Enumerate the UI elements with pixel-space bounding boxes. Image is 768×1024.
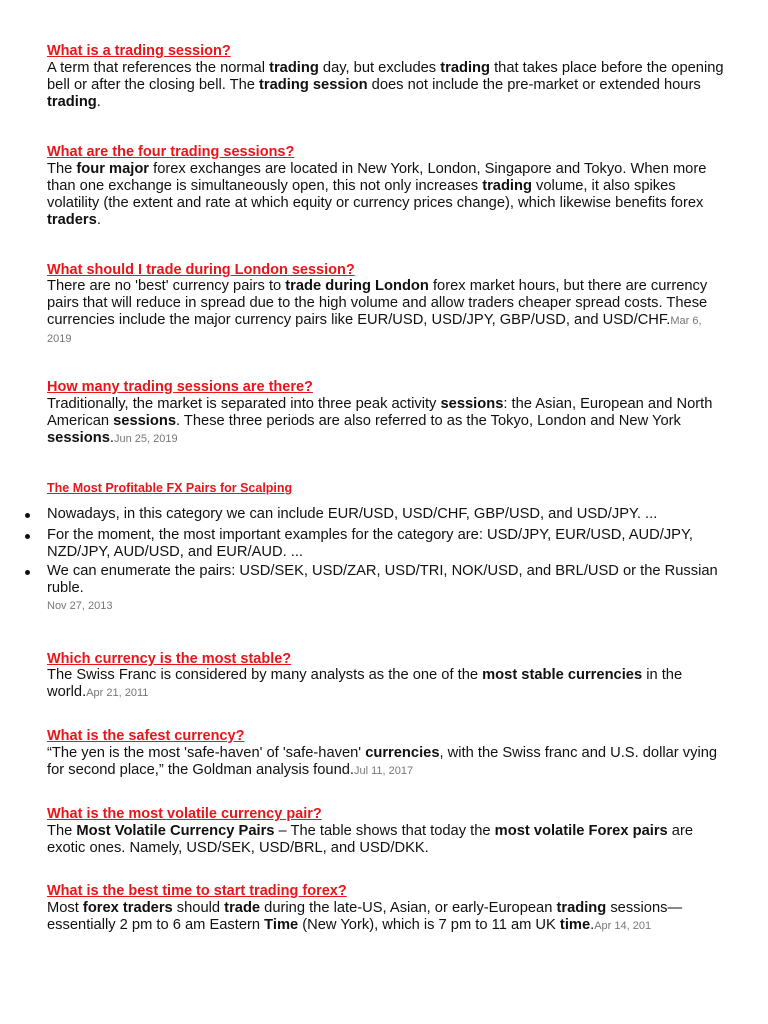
bullet-dot <box>25 570 30 575</box>
answer-run: A term that references the normal <box>47 60 270 76</box>
answer-keyword: sessions <box>47 430 110 446</box>
answer-keyword: most volatile Forex pairs <box>494 823 668 839</box>
bullet-dot <box>25 534 30 539</box>
question-heading[interactable]: What is the best time to start trading forex? <box>47 883 347 899</box>
answer-keyword: trade <box>224 900 261 916</box>
answer-run: forex market hours, but there are currency pairs that will reduce in spread due to the high volume and allow traders cheaper spread costs. These currencies include the major currency pairs like EUR/USD, USD/JPY, GBP/USD, and USD/CHF. <box>47 278 708 328</box>
bullet-item: For the moment, the most important examples for the category are: USD/JPY, EUR/USD, AUD/JPY, NZD/JPY, AUD/USD, and EUR/AUD. ... <box>47 527 693 560</box>
answer-run: Traditionally, the market is separated into three peak activity <box>47 396 441 412</box>
answer-text <box>47 823 727 857</box>
answer-run: . <box>109 430 114 446</box>
answer-keyword: Time <box>264 917 299 933</box>
answer-run: – The table shows that today the <box>274 823 495 839</box>
bullet-item: We can enumerate the pairs: USD/SEK, USD/ZAR, USD/TRI, NOK/USD, and BRL/USD or the Russian ruble. <box>47 563 718 596</box>
answer-run: day, but excludes <box>318 60 441 76</box>
answer-date: Apr 14, 201 <box>594 920 652 932</box>
answer-keyword: trade during London <box>285 278 429 294</box>
question-heading[interactable]: Which currency is the most stable? <box>47 651 292 667</box>
answer-keyword: time <box>559 917 591 933</box>
answer-run: There are no 'best' currency pairs to <box>47 278 286 294</box>
answer-keyword: currencies <box>365 745 440 761</box>
question-heading[interactable]: What are the four trading sessions? <box>47 144 295 160</box>
scalping-date: Nov 27, 2013 <box>47 600 113 612</box>
answer-run: . <box>96 94 101 110</box>
answer-text <box>47 396 727 448</box>
answer-keyword: sessions <box>440 396 504 412</box>
answer-run: Most <box>47 900 83 916</box>
answer-run: (New York), which is 7 pm to 11 am UK <box>298 917 560 933</box>
answer-text <box>47 60 727 111</box>
answer-run: “The yen is the most 'safe-haven' of 'safe-haven' <box>47 745 366 761</box>
answer-keyword: most stable currencies <box>482 667 643 683</box>
answer-keyword: forex traders <box>82 900 173 916</box>
answer-keyword: Most Volatile Currency Pairs <box>76 823 275 839</box>
answer-keyword: traders <box>47 212 97 228</box>
answer-keyword: trading <box>440 60 491 76</box>
answer-text <box>47 161 727 229</box>
answer-run: sessions—essentially 2 pm to 6 am Eastern <box>47 900 683 933</box>
answer-text <box>47 745 727 780</box>
answer-date: Mar 6, 2019 <box>47 315 702 345</box>
question-heading[interactable]: What is the most volatile currency pair? <box>47 806 322 822</box>
answer-run: in the world. <box>47 667 683 700</box>
answer-date: Jun 25, 2019 <box>113 433 178 445</box>
answer-keyword: sessions <box>113 413 176 429</box>
answer-keyword: trading <box>47 94 97 110</box>
scalping-heading[interactable]: The Most Profitable FX Pairs for Scalping <box>47 481 293 495</box>
answer-date: Apr 21, 2011 <box>86 687 149 699</box>
question-heading[interactable]: What is the safest currency? <box>47 728 245 744</box>
answer-run: The <box>47 823 77 839</box>
answer-keyword: trading <box>556 900 607 916</box>
answer-run: that takes place before the opening bell or after the closing bell. The <box>47 60 724 93</box>
answer-run: should <box>172 900 225 916</box>
answer-run: The <box>47 161 77 177</box>
question-heading[interactable]: What is a trading session? <box>47 43 231 59</box>
answer-text <box>47 278 727 348</box>
answer-run: are exotic ones. Namely, USD/SEK, USD/BRL, and USD/DKK. <box>47 823 694 856</box>
bullet-dot <box>25 513 30 518</box>
answer-run: forex exchanges are located in New York, London, Singapore and Tokyo. When more than one exchange is simultaneously open, this not only increases <box>47 161 707 194</box>
answer-keyword: trading <box>482 178 532 194</box>
bullet-item: Nowadays, in this category we can include EUR/USD, USD/CHF, GBP/USD, and USD/JPY. ... <box>47 506 658 522</box>
answer-text <box>47 900 727 935</box>
answer-run: . <box>590 917 595 933</box>
answer-run: does not include the pre-market or extended hours <box>367 77 701 93</box>
answer-date: Jul 11, 2017 <box>353 765 414 777</box>
answer-keyword: four major <box>76 161 150 177</box>
answer-run: . These three periods are also referred to as the Tokyo, London and New York <box>176 413 681 429</box>
answer-run: The Swiss Franc is considered by many analysts as the one of the <box>47 667 483 683</box>
answer-run: during the late-US, Asian, or early-European <box>260 900 557 916</box>
question-heading[interactable]: What should I trade during London session? <box>47 262 355 278</box>
answer-keyword: trading <box>269 60 319 76</box>
question-heading[interactable]: How many trading sessions are there? <box>47 379 313 395</box>
answer-run: : the Asian, European and North American <box>47 396 713 429</box>
answer-keyword: trading session <box>259 77 368 93</box>
answer-run: . <box>96 212 101 228</box>
answer-run: volume, it also spikes volatility (the extent and rate at which equity or currency prices change), which likewise benefits forex <box>47 178 704 211</box>
answer-run: , with the Swiss franc and U.S. dollar vying for second place,” the Goldman analysis found. <box>47 745 718 778</box>
answer-text <box>47 667 727 702</box>
